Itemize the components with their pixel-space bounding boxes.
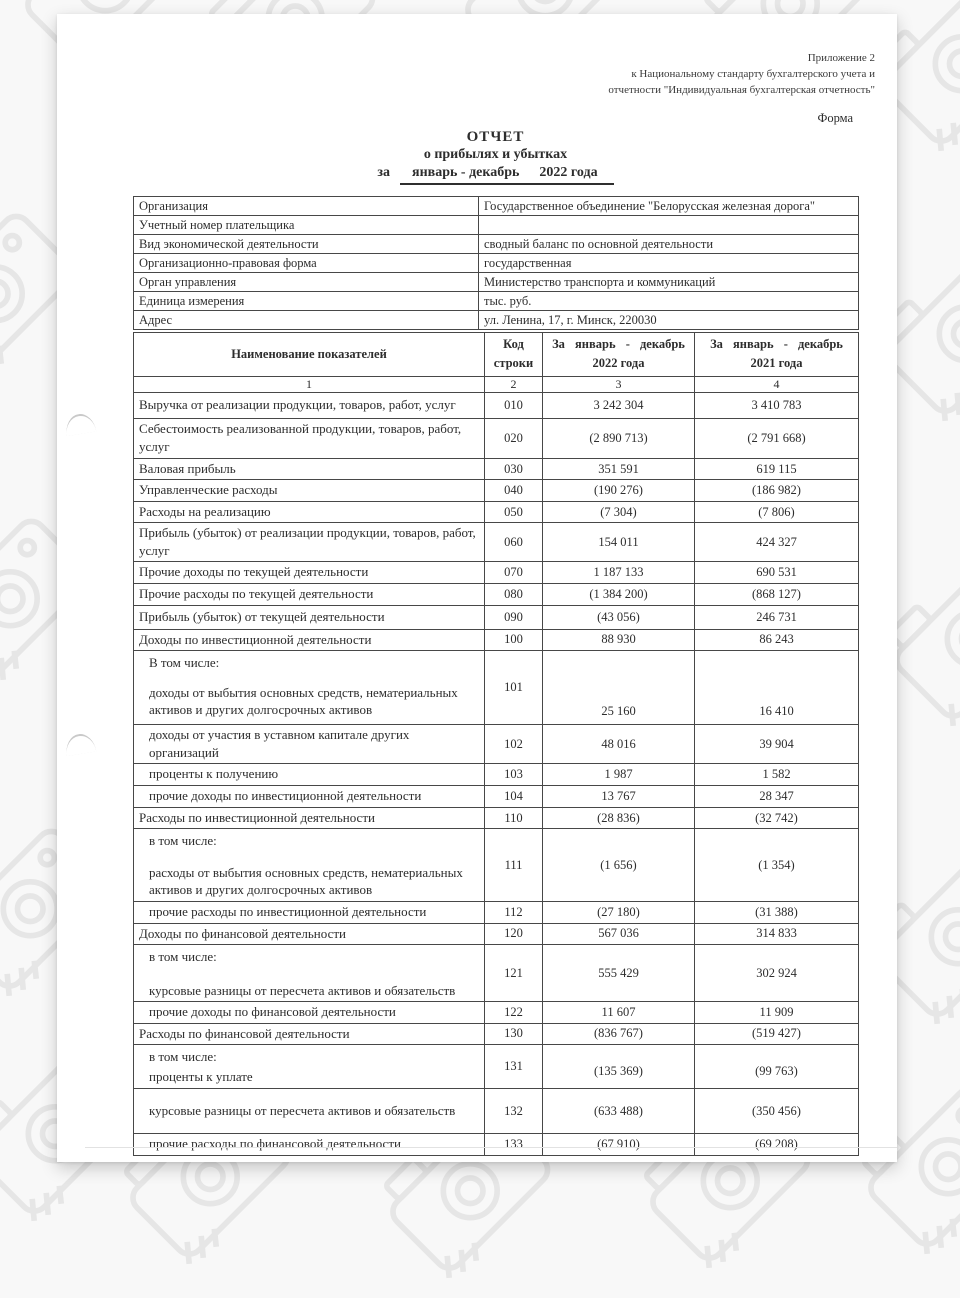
row-code: 030 <box>485 458 543 480</box>
row-value-2021: (2 791 668) <box>695 418 859 458</box>
table-row-050 <box>134 501 859 523</box>
report-title: ОТЧЕТ <box>466 129 525 145</box>
row-label: прочие доходы по финансовой деятельности <box>134 1002 485 1024</box>
row-value-2021: 314 833 <box>695 923 859 945</box>
pnl-table <box>133 332 859 1156</box>
table-row-130 <box>134 1023 859 1045</box>
row-code: 132 <box>485 1089 543 1134</box>
header-period-line: За январь - декабрь <box>710 337 843 351</box>
row-code: 110 <box>485 807 543 829</box>
table-row-060 <box>134 523 859 562</box>
table-row-070 <box>134 562 859 584</box>
row-code: 112 <box>485 901 543 923</box>
period-underlined <box>400 165 614 185</box>
column-number: 3 <box>543 376 695 392</box>
row-label: Расходы по финансовой деятельности <box>134 1023 485 1045</box>
row-code: 100 <box>485 629 543 651</box>
row-value-2021: (32 742) <box>695 807 859 829</box>
row-label: прочие расходы по инвестиционной деятельности <box>134 901 485 923</box>
row-value-2022: 154 011 <box>543 523 695 562</box>
row-value-2022: 3 242 304 <box>543 392 695 418</box>
row-value-2022: (633 488) <box>543 1089 695 1134</box>
row-label: Доходы по финансовой деятельности <box>134 923 485 945</box>
table-row-121 <box>134 945 859 1002</box>
row-label: Выручка от реализации продукции, товаров, работ, услуг <box>134 392 485 418</box>
info-label: Организационно-правовая форма <box>134 254 479 273</box>
row-value-2022: 25 160 <box>543 651 695 725</box>
row-label <box>134 1045 485 1089</box>
table-row-040 <box>134 480 859 502</box>
header-code-line: строки <box>493 356 534 371</box>
table-row-080 <box>134 584 859 606</box>
appendix-line: к Национальному стандарту бухгалтерского учета и <box>631 68 875 80</box>
report-period <box>133 165 858 185</box>
row-value-2022: (67 910) <box>543 1134 695 1156</box>
row-label: прочие расходы по финансовой деятельности <box>134 1134 485 1156</box>
info-label: Вид экономической деятельности <box>134 235 479 254</box>
row-value-2022: 11 607 <box>543 1002 695 1024</box>
row-label-text: проценты к уплате <box>149 1068 253 1084</box>
info-row <box>134 235 859 254</box>
row-value-2022: (836 767) <box>543 1023 695 1045</box>
row-code: 102 <box>485 725 543 764</box>
header-code <box>485 333 543 377</box>
row-value-2021: 3 410 783 <box>695 392 859 418</box>
table-row-010 <box>134 392 859 418</box>
row-code: 050 <box>485 501 543 523</box>
column-number: 2 <box>485 376 543 392</box>
binder-mark-icon <box>64 732 97 756</box>
row-value-2022: 567 036 <box>543 923 695 945</box>
table-row-100 <box>134 629 859 651</box>
row-code: 122 <box>485 1002 543 1024</box>
document-page <box>57 14 897 1162</box>
row-value-2021: 690 531 <box>695 562 859 584</box>
row-code: 080 <box>485 584 543 606</box>
row-value-2022: 88 930 <box>543 629 695 651</box>
info-row <box>134 292 859 311</box>
row-label <box>134 945 485 1002</box>
row-value-2021: (519 427) <box>695 1023 859 1045</box>
row-label <box>134 829 485 902</box>
binder-mark-icon <box>64 412 97 436</box>
column-number: 1 <box>134 376 485 392</box>
row-value-2022: 13 767 <box>543 785 695 807</box>
row-label: Прибыль (убыток) от реализации продукции, товаров, работ, услуг <box>134 523 485 562</box>
row-code: 020 <box>485 418 543 458</box>
table-row-030 <box>134 458 859 480</box>
appendix-line: отчетности "Индивидуальная бухгалтерская отчетность" <box>608 84 875 96</box>
row-value-2022: (27 180) <box>543 901 695 923</box>
period-months: январь - декабрь <box>412 165 520 180</box>
row-code: 121 <box>485 945 543 1002</box>
row-label-text: расходы от выбытия основных средств, нематериальных активов и других долгосрочных активов <box>149 864 463 898</box>
row-value-2021: (186 982) <box>695 480 859 502</box>
row-value-2022: 48 016 <box>543 725 695 764</box>
row-code: 130 <box>485 1023 543 1045</box>
row-value-2021: 39 904 <box>695 725 859 764</box>
info-label: Единица измерения <box>134 292 479 311</box>
row-label: Управленческие расходы <box>134 480 485 502</box>
row-code: 101 <box>485 651 543 725</box>
row-value-2022: (135 369) <box>543 1045 695 1089</box>
row-value-2021: (7 806) <box>695 501 859 523</box>
row-label: Прочие доходы по текущей деятельности <box>134 562 485 584</box>
row-label: прочие доходы по инвестиционной деятельности <box>134 785 485 807</box>
row-code: 060 <box>485 523 543 562</box>
row-code: 104 <box>485 785 543 807</box>
header-name: Наименование показателей <box>134 333 485 377</box>
page-edge <box>85 1147 897 1148</box>
table-row-101 <box>134 651 859 725</box>
row-value-2022: 1 987 <box>543 764 695 786</box>
row-value-2021: (1 354) <box>695 829 859 902</box>
row-label: Доходы по инвестиционной деятельности <box>134 629 485 651</box>
info-label: Учетный номер плательщика <box>134 216 479 235</box>
row-value-2022: (43 056) <box>543 605 695 629</box>
table-row-132 <box>134 1089 859 1134</box>
row-label-text: курсовые разницы от пересчета активов и обязательств <box>149 982 456 998</box>
row-code: 040 <box>485 480 543 502</box>
info-value <box>479 216 859 235</box>
row-label: Расходы на реализацию <box>134 501 485 523</box>
row-value-2022: 1 187 133 <box>543 562 695 584</box>
column-numbers-row <box>134 376 859 392</box>
table-row-110 <box>134 807 859 829</box>
table-row-133 <box>134 1134 859 1156</box>
row-value-2021: 11 909 <box>695 1002 859 1024</box>
header-period-2022 <box>543 333 695 377</box>
form-label: Форма <box>817 111 853 125</box>
header-code-line: Код <box>503 337 524 351</box>
info-row <box>134 311 859 330</box>
info-value: государственная <box>479 254 859 273</box>
table-row-090 <box>134 605 859 629</box>
row-value-2021: 28 347 <box>695 785 859 807</box>
table-row-112 <box>134 901 859 923</box>
row-label <box>134 651 485 725</box>
row-sublabel: В том числе: <box>149 655 220 671</box>
info-row <box>134 273 859 292</box>
row-value-2022: (7 304) <box>543 501 695 523</box>
row-value-2022: (28 836) <box>543 807 695 829</box>
row-sublabel: в том числе: <box>149 949 217 965</box>
header-period-2021 <box>695 333 859 377</box>
info-row <box>134 197 859 216</box>
row-value-2022: (2 890 713) <box>543 418 695 458</box>
row-value-2021: 424 327 <box>695 523 859 562</box>
row-sublabel: в том числе: <box>149 1049 217 1065</box>
table-row-120 <box>134 923 859 945</box>
report-title-block <box>133 129 858 185</box>
table-row-131 <box>134 1045 859 1089</box>
row-value-2022: (1 384 200) <box>543 584 695 606</box>
org-info-table <box>133 196 859 330</box>
row-code: 133 <box>485 1134 543 1156</box>
row-code: 010 <box>485 392 543 418</box>
info-value: тыс. руб. <box>479 292 859 311</box>
period-prefix: за <box>377 165 391 180</box>
row-value-2021: (31 388) <box>695 901 859 923</box>
row-code: 070 <box>485 562 543 584</box>
row-value-2021: 302 924 <box>695 945 859 1002</box>
row-value-2021: 16 410 <box>695 651 859 725</box>
info-label: Организация <box>134 197 479 216</box>
row-label: проценты к получению <box>134 764 485 786</box>
table-row-111 <box>134 829 859 902</box>
header-period-line: 2022 года <box>592 356 645 371</box>
row-label: Прибыль (убыток) от текущей деятельности <box>134 605 485 629</box>
row-code: 111 <box>485 829 543 902</box>
row-label: Прочие расходы по текущей деятельности <box>134 584 485 606</box>
row-code: 120 <box>485 923 543 945</box>
row-value-2021: 619 115 <box>695 458 859 480</box>
info-row <box>134 216 859 235</box>
row-value-2021: 86 243 <box>695 629 859 651</box>
row-value-2022: (1 656) <box>543 829 695 902</box>
row-label: Валовая прибыль <box>134 458 485 480</box>
document-content <box>133 129 858 1156</box>
row-label: Расходы по инвестиционной деятельности <box>134 807 485 829</box>
report-subtitle: о прибылях и убытках <box>423 147 568 162</box>
column-number: 4 <box>695 376 859 392</box>
row-value-2021: 246 731 <box>695 605 859 629</box>
table-row-020 <box>134 418 859 458</box>
info-value: Государственное объединение "Белорусская железная дорога" <box>479 197 859 216</box>
row-label: курсовые разницы от пересчета активов и обязательств <box>134 1089 485 1134</box>
row-code: 103 <box>485 764 543 786</box>
appendix-note <box>57 14 897 98</box>
row-code: 090 <box>485 605 543 629</box>
row-value-2021: (69 208) <box>695 1134 859 1156</box>
row-code: 131 <box>485 1045 543 1089</box>
info-row <box>134 254 859 273</box>
info-label: Орган управления <box>134 273 479 292</box>
table-header-row <box>134 333 859 377</box>
header-period-line: 2021 года <box>750 356 803 371</box>
info-value: ул. Ленина, 17, г. Минск, 220030 <box>479 311 859 330</box>
table-row-122 <box>134 1002 859 1024</box>
row-label: Себестоимость реализованной продукции, товаров, работ, услуг <box>134 418 485 458</box>
table-row-103 <box>134 764 859 786</box>
table-row-104 <box>134 785 859 807</box>
row-value-2021: (350 456) <box>695 1089 859 1134</box>
info-value: сводный баланс по основной деятельности <box>479 235 859 254</box>
row-value-2021: (868 127) <box>695 584 859 606</box>
period-year: 2022 года <box>539 165 598 180</box>
appendix-line: Приложение 2 <box>807 52 875 64</box>
info-value: Министерство транспорта и коммуникаций <box>479 273 859 292</box>
row-value-2022: 555 429 <box>543 945 695 1002</box>
info-label: Адрес <box>134 311 479 330</box>
row-value-2022: (190 276) <box>543 480 695 502</box>
row-label-text: доходы от выбытия основных средств, нематериальных активов и других долгосрочных активов <box>149 684 458 718</box>
row-value-2021: (99 763) <box>695 1045 859 1089</box>
header-period-line: За январь - декабрь <box>552 337 685 351</box>
table-row-102 <box>134 725 859 764</box>
row-sublabel: в том числе: <box>149 833 217 849</box>
row-value-2022: 351 591 <box>543 458 695 480</box>
row-label: доходы от участия в уставном капитале других организаций <box>134 725 485 764</box>
row-value-2021: 1 582 <box>695 764 859 786</box>
